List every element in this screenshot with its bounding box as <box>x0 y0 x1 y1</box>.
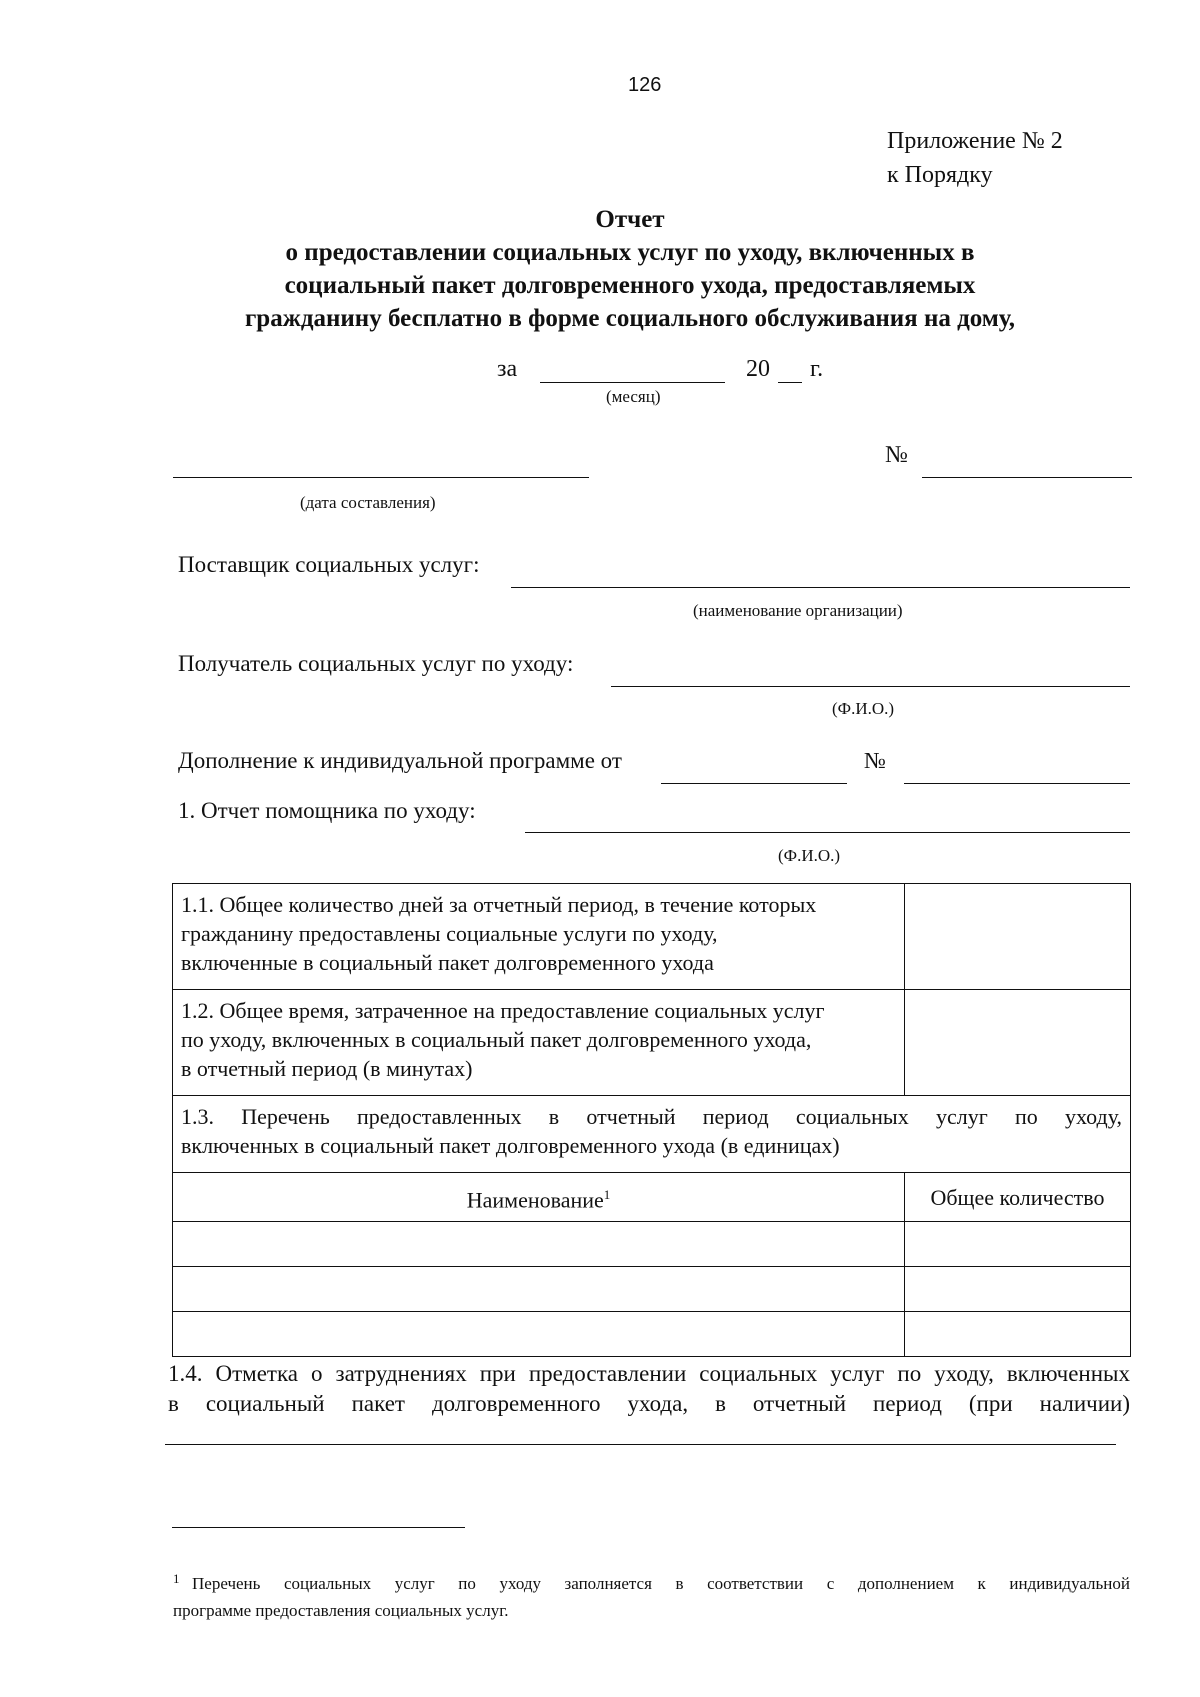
header-name-footnote-mark: 1 <box>603 1186 611 1202</box>
service-name-cell[interactable] <box>173 1222 905 1267</box>
recipient-blank <box>611 686 1130 687</box>
table-row <box>173 1096 1131 1173</box>
number-sign: № <box>885 442 908 468</box>
period-year-suffix: г. <box>810 356 824 382</box>
assistant-label: 1. Отчет помощника по уходу: <box>178 798 476 823</box>
provider-caption: (наименование организации) <box>693 601 903 620</box>
row-1-1-value-cell[interactable] <box>905 884 1131 990</box>
number-blank <box>922 477 1132 478</box>
date-caption: (дата составления) <box>300 493 436 512</box>
month-blank <box>540 382 725 383</box>
appendix-line-2: к Порядку <box>887 162 993 188</box>
row-1-1-line-2: гражданину предоставлены социальные услуги по уходу, <box>181 921 718 946</box>
service-total-cell[interactable] <box>905 1267 1131 1312</box>
title-line-3: социальный пакет долговременного ухода, предоставляемых <box>284 272 976 299</box>
recipient-caption: (Ф.И.О.) <box>832 699 895 718</box>
supplement-number-blank <box>904 783 1130 784</box>
table-row <box>173 1312 1131 1357</box>
recipient-label: Получатель социальных услуг по уходу: <box>178 651 574 676</box>
row-1-1-text <box>173 884 905 990</box>
appendix-line-1: Приложение № 2 <box>887 128 1063 154</box>
title-line-1: Отчет <box>595 206 665 233</box>
assistant-caption: (Ф.И.О.) <box>778 846 841 865</box>
footnote-line-2: программе предоставления социальных услуг. <box>173 1601 509 1620</box>
row-1-2-text <box>173 990 905 1096</box>
row-1-2-value-cell[interactable] <box>905 990 1131 1096</box>
footnote-line-1: Перечень социальных услуг по уходу заполняется в соответствии с дополнением к индивидуальной <box>192 1574 1130 1593</box>
row-1-3-text <box>173 1096 1131 1173</box>
title-line-4: гражданину бесплатно в форме социального обслуживания на дому, <box>244 305 1016 332</box>
table-header-row <box>173 1173 1131 1222</box>
header-name: Наименование <box>466 1187 604 1213</box>
table-row <box>173 1222 1131 1267</box>
supplement-date-blank <box>661 783 847 784</box>
service-total-cell[interactable] <box>905 1312 1131 1357</box>
row-1-2-line-2: по уходу, включенных в социальный пакет долговременного ухода, <box>181 1027 812 1052</box>
provider-label: Поставщик социальных услуг: <box>178 552 480 577</box>
row-1-2-line-1: 1.2. Общее время, затраченное на предоставление социальных услуг <box>181 998 825 1023</box>
row-1-1-line-3: включенные в социальный пакет долговременного ухода <box>181 950 714 975</box>
report-table <box>172 883 1131 1357</box>
year-blank <box>778 382 802 383</box>
period-year-prefix: 20 <box>746 356 770 382</box>
page-number: 126 <box>628 74 662 96</box>
table-row <box>173 1267 1131 1312</box>
table-row <box>173 990 1131 1096</box>
row-1-2-line-3: в отчетный период (в минутах) <box>181 1056 473 1081</box>
title-line-2: о предоставлении социальных услуг по уходу, включенных в <box>285 239 975 266</box>
period-za: за <box>497 356 518 382</box>
service-name-cell[interactable] <box>173 1267 905 1312</box>
service-name-cell[interactable] <box>173 1312 905 1357</box>
provider-blank <box>511 587 1130 588</box>
section-1-4-blank <box>165 1444 1116 1445</box>
supplement-label: Дополнение к индивидуальной программе от <box>178 748 622 773</box>
section-1-4-line-2: в социальный пакет долговременного ухода, в отчетный период (при наличии) <box>168 1391 1130 1416</box>
header-total: Общее количество <box>905 1173 1131 1222</box>
date-blank <box>173 477 589 478</box>
service-total-cell[interactable] <box>905 1222 1131 1267</box>
supplement-number-sign: № <box>864 748 886 773</box>
header-name-cell <box>173 1173 905 1222</box>
footnote-separator <box>172 1527 465 1528</box>
month-caption: (месяц) <box>606 387 661 406</box>
table-row <box>173 884 1131 990</box>
row-1-3-line-2: включенных в социальный пакет долговременного ухода (в единицах) <box>181 1133 840 1158</box>
assistant-blank <box>525 832 1130 833</box>
section-1-4-line-1: 1.4. Отметка о затруднениях при предоставлении социальных услуг по уходу, включенных <box>168 1361 1130 1386</box>
footnote-mark: 1 <box>173 1571 180 1586</box>
row-1-3-line-1: 1.3. Перечень предоставленных в отчетный период социальных услуг по уходу, <box>181 1104 1122 1129</box>
row-1-1-line-1: 1.1. Общее количество дней за отчетный период, в течение которых <box>181 892 817 917</box>
